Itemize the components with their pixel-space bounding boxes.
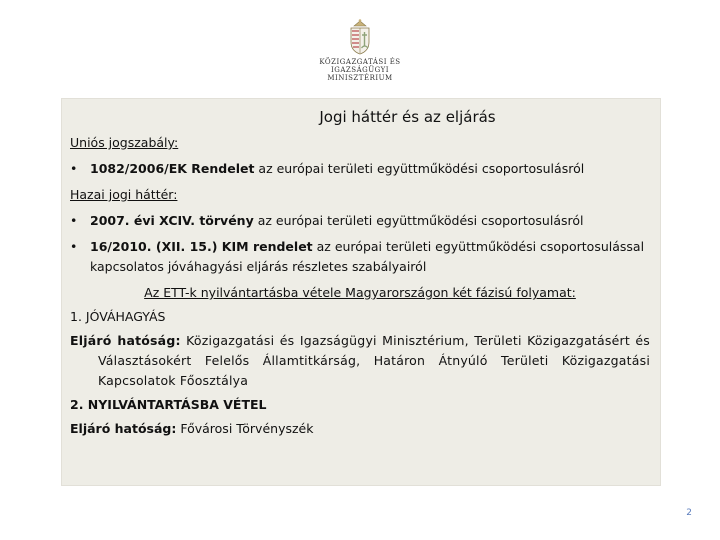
- phase1-authority: [70, 331, 650, 391]
- ministry-name-line1: KÖZIGAZGATÁSI ÉS IGAZSÁGÜGYI: [319, 58, 401, 74]
- process-heading: Az ETT-k nyilvántartásba vétele Magyarországon két fázisú folyamat:: [144, 285, 576, 300]
- domestic-law-item-title: 2007. évi XCIV. törvény: [90, 213, 254, 228]
- bullet-icon: •: [70, 161, 78, 176]
- slide-title: Jogi háttér és az eljárás: [319, 108, 496, 126]
- domestic-law-item-text: az európai területi együttműködési csoportosulással kapcsolatos jóváhagyási eljárás részletes szabályairól: [90, 239, 645, 274]
- phase2-title: 2. NYILVÁNTARTÁSBA VÉTEL: [70, 397, 267, 412]
- content-panel: [61, 98, 661, 486]
- domestic-law-item-text: az európai területi együttműködési csoportosulásról: [253, 213, 584, 228]
- bullet-icon: •: [70, 239, 78, 254]
- domestic-law-item: [70, 237, 650, 277]
- phase1-authority-text: Közigazgatási és Igazságügyi Minisztérium, Területi Közigazgatásért és Választásokért Felelős Államtitkárság, Határon Átnyúló Területi Közigazgatási Kapcsolatok Főosztálya: [98, 333, 650, 388]
- hungarian-coat-of-arms-icon: [347, 18, 373, 56]
- phase2-authority-label: Eljáró hatóság:: [70, 421, 177, 436]
- eu-law-item-text: az európai területi együttműködési csoportosulásról: [254, 161, 585, 176]
- bullet-icon: •: [70, 213, 78, 228]
- domestic-law-heading: Hazai jogi háttér:: [70, 187, 178, 202]
- ministry-logo: [290, 18, 430, 80]
- phase1-authority-label: Eljáró hatóság:: [70, 333, 181, 348]
- eu-law-item: [70, 159, 650, 179]
- ministry-name-line2: MINISZTÉRIUM: [327, 74, 393, 82]
- phase2-authority-text: Fővárosi Törvényszék: [176, 421, 314, 436]
- domestic-law-item: [70, 211, 650, 231]
- phase1-title: 1. JÓVÁHAGYÁS: [70, 309, 166, 324]
- phase2-authority: [70, 419, 650, 439]
- domestic-law-item-title: 16/2010. (XII. 15.) KIM rendelet: [90, 239, 313, 254]
- eu-law-item-title: 1082/2006/EK Rendelet: [90, 161, 255, 176]
- page-number: 2: [686, 508, 692, 518]
- eu-law-heading: Uniós jogszabály:: [70, 135, 179, 150]
